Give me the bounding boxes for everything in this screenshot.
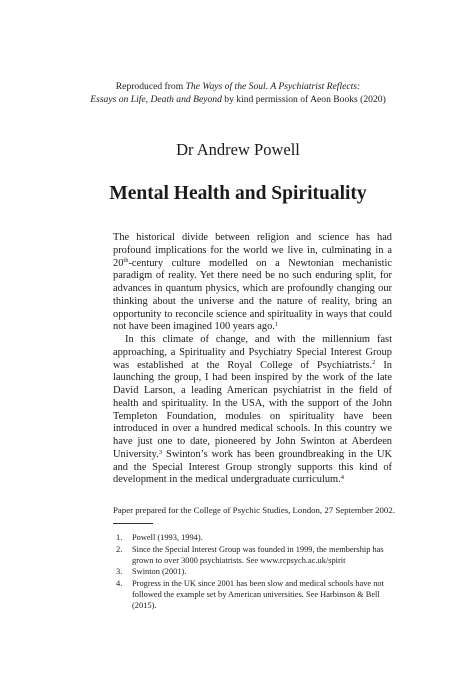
article-body (113, 232, 392, 487)
footnote-item (113, 544, 395, 566)
paragraph-1 (113, 232, 392, 334)
footnote-item (113, 566, 395, 577)
repro-suffix: by kind permission of Aeon Books (2020) (221, 94, 386, 105)
book-title-line-2: Essays on Life, Death and Beyond (90, 94, 222, 105)
footnote-item (113, 532, 395, 543)
p2-text-c: Swinton’s work has been groundbreaking in the UK and the Special Interest Group strongly supports this kind of development in the medical undergraduate curriculum. (113, 448, 392, 486)
footnote-divider (113, 523, 153, 524)
footnotes-list (113, 532, 395, 611)
footnote-number: 4. (116, 578, 123, 588)
p1-text-a: The historical divide between religion and science has had profound implications for the world we live in, culminating in a 20 (113, 232, 392, 269)
book-title-line-1: The Ways of the Soul. A Psychiatrist Reflects: (185, 81, 361, 92)
footnote-text: Since the Special Interest Group was founded in 1999, the membership has grown to over 3000 psychiatrists. See www.rcpsych.ac.uk/spirit (132, 544, 384, 565)
footnote-ref-1[interactable]: 1 (274, 321, 279, 328)
repro-prefix: Reproduced from (115, 81, 186, 92)
footnote-ref-2[interactable]: 2 (372, 359, 376, 367)
footnote-text: Progress in the UK since 2001 has been slow and medical schools have not followed the example set by American universities. See Harbinson & Bell (2015). (132, 578, 384, 610)
paragraph-2 (113, 334, 392, 487)
author-name: Dr Andrew Powell (176, 140, 300, 159)
footnote-text: Powell (1993, 1994). (132, 533, 203, 542)
paper-note: Paper prepared for the College of Psychic Studies, London, 27 September 2002. (113, 505, 395, 515)
footnote-number: 1. (116, 533, 123, 542)
article-title: Mental Health and Spirituality (109, 183, 367, 204)
p2-text-b: In launching the group, I had been inspired by the work of the late David Larson, a leading American psychiatrist in the field of health and spirituality. In the USA, with the support of the John Templeton Foundation, modules on spirituality have been introduced in over a hundred medical schools. In this country we have just one to date, pioneered by John Swinton at Aberdeen University. (113, 359, 392, 460)
p2-text-a: In this climate of change, and with the millennium fast approaching, a Spirituality and Psychiatry Special Interest Group was established at the Royal College of Psychiatrists. (113, 334, 392, 371)
footnote-number: 3. (116, 567, 123, 576)
footnote-item (113, 578, 395, 611)
footnote-text: Swinton (2001). (132, 567, 187, 576)
footnote-number: 2. (116, 544, 123, 554)
ordinal-suffix: th (123, 257, 129, 265)
footnote-ref-4[interactable]: 4 (340, 474, 344, 481)
footnote-ref-3[interactable]: 3 (158, 448, 163, 456)
reproduction-notice (40, 80, 436, 106)
p1-text-b: -century culture modelled on a Newtonian mechanistic paradigm of reality. Yet there need be no such enduring split, for advances in quantum physics, which are profoundly changing our thinking about the universe and the nature of reality, bring an opportunity to reconcile science and spirituality in ways that could not have been imagined 100 years ago. (113, 257, 392, 333)
